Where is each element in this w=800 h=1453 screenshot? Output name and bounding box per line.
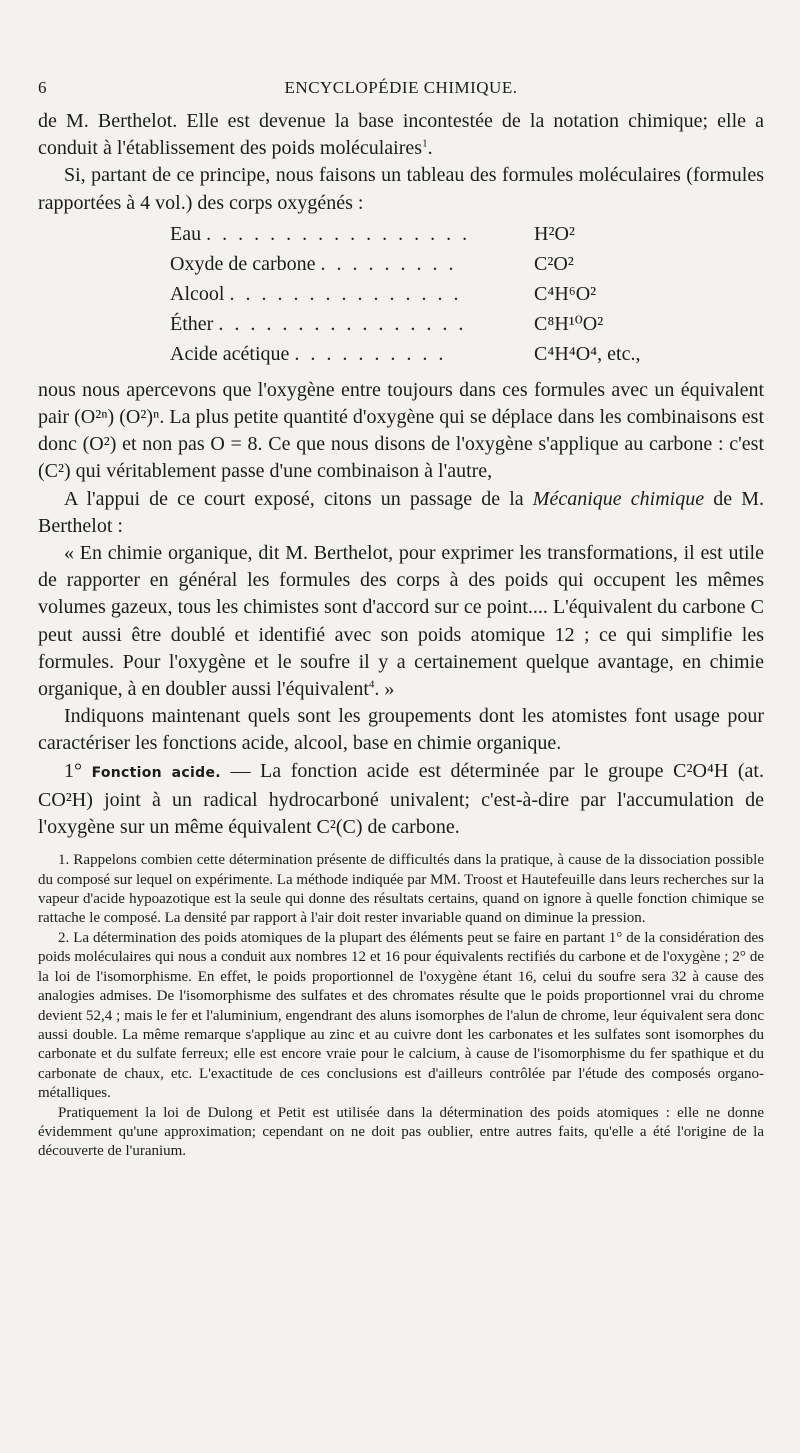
page-number: 6 bbox=[38, 78, 47, 97]
paragraph-6: Indiquons maintenant quels sont les groupements dont les atomistes font usage pour caractériser les fonctions acide, alcool, base en chimie organique. bbox=[38, 705, 764, 755]
leader-dots: . . . . . . . . . . . . . . . bbox=[229, 282, 462, 305]
leader-dots: . . . . . . . . . . . . . . . . . bbox=[206, 222, 471, 245]
leader-dots: . . . . . . . . . . bbox=[294, 342, 447, 365]
document-page bbox=[38, 78, 764, 1162]
formula-row bbox=[170, 281, 764, 311]
paragraph-1: de M. Berthelot. Elle est devenue la base incontestée de la notation chimique; elle a conduit à l'établissement des poids moléculaires$^1$. bbox=[38, 110, 764, 160]
formula-name: Eau bbox=[170, 222, 202, 245]
function-number: 1° bbox=[64, 759, 82, 782]
formula-name: Éther bbox=[170, 312, 214, 335]
formula-row bbox=[170, 251, 764, 281]
footnote-2-continued: Pratiquement la loi de Dulong et Petit est utilisée dans la détermination des poids atomiques : elle ne donne évidemment qu'une approximation; cependant on ne doit pas oublier, entre autres faits, qu'elle a été l'origine de la découverte de l'uranium. bbox=[38, 1104, 764, 1160]
function-heading: Fonction acide. bbox=[91, 764, 221, 781]
leader-dots: . . . . . . . . . bbox=[320, 252, 457, 275]
formula-row bbox=[170, 341, 764, 371]
formula-value: C²O² bbox=[534, 252, 574, 275]
footnote-1: 1. Rappelons combien cette détermination présente de difficultés dans la pratique, à cause de la dissociation possible du composé sur lequel on expérimente. La méthode indiquée par MM. Troost et Hautefeuille dans leurs recherches sur la vapeur d'acide hypoazotique est la seule qui donne des résultats certains, quand on ignore à quelle fonction chimique se rattache le composé. La densité par rapport à l'air doit rester invariable quand on diminue la pression. bbox=[38, 852, 764, 927]
page-header bbox=[38, 78, 764, 108]
formula-name: Oxyde de carbone bbox=[170, 252, 316, 275]
book-title: Mécanique chimique bbox=[532, 487, 705, 510]
footnote-ref-1: 1 bbox=[422, 137, 428, 150]
paragraph-2: Si, partant de ce principe, nous faisons un tableau des formules moléculaires (formules rapportées à 4 vol.) des corps oxygénés : bbox=[38, 164, 764, 214]
paragraph-4: A l'appui de ce court exposé, citons un passage de la Mécanique chimique de M. Berthelot : bbox=[38, 487, 764, 537]
formula-value: C⁸H¹⁰O² bbox=[534, 312, 604, 335]
acid-function-paragraph: 1° Fonction acide. — La fonction acide est déterminée par le groupe C²O⁴H (at. CO²H) joint à un radical hydrocarboné univalent; c'est-à-dire par l'accumulation de l'oxygène sur un même équivalent C²(C) de carbone. bbox=[38, 759, 764, 839]
main-text bbox=[38, 108, 764, 841]
formula-row bbox=[170, 311, 764, 341]
footnote-2: 2. La détermination des poids atomiques de la plupart des éléments peut se faire en partant 1° de la considération des poids moléculaires qui nous a conduit aux nombres 12 et 16 pour équivalents rectifiés du carbone et de l'oxygène ; 2° de la loi de l'isomorphisme. En effet, le poids proportionnel de l'oxygène étant 16, celui du soufre sera 32 à cause des analogies admises. De l'isomorphisme des sulfates et des chromates résulte que le poids proportionnel vrai du chrome devient 52,4 ; mais le fer et l'aluminium, engendrant des aluns isomorphes de l'alun de chrome, leur équivalent sera donc aussi double. La même remarque s'applique au zinc et au cuivre dont les carbonates et les sulfates sont isomorphes du carbonate et du sulfate ferreux; elle est encore vraie pour le calcium, à cause de l'isomorphisme du fer spathique et du carbonate de chaux, etc. L'exactitude de ces conclusions est d'ailleurs contrôlée par l'étude des composés organo-métalliques. bbox=[38, 929, 764, 1102]
formula-name: Alcool bbox=[170, 282, 225, 305]
paragraph-3: nous nous apercevons que l'oxygène entre toujours dans ces formules avec un équivalent pair (O²ⁿ) (O²)ⁿ. La plus petite quantité d'oxygène qui se déplace dans les combinaisons est donc (O²) et non pas O = 8. Ce que nous disons de l'oxygène s'applique au carbone : c'est (C²) qui véritablement passe d'une combinaison à l'autre, bbox=[38, 378, 764, 483]
formula-row bbox=[170, 221, 764, 251]
running-title: ENCYCLOPÉDIE CHIMIQUE. bbox=[284, 78, 518, 97]
formula-value: H²O² bbox=[534, 222, 575, 245]
footnote-ref-4: 4 bbox=[368, 678, 375, 691]
formula-value: C⁴H⁶O² bbox=[534, 282, 597, 305]
formula-name: Acide acétique bbox=[170, 342, 290, 365]
formula-table bbox=[170, 221, 764, 371]
formula-value: C⁴H⁴O⁴, etc., bbox=[534, 342, 641, 365]
footnotes bbox=[38, 851, 764, 1162]
leader-dots: . . . . . . . . . . . . . . . . bbox=[218, 312, 467, 335]
quotation: « En chimie organique, dit M. Berthelot, pour exprimer les transformations, il est utile de rapporter en général les formules des corps à des poids qui occupent les mêmes volumes gazeux, tous les chimistes sont d'accord sur ce point.... L'équivalent du carbone C peut aussi être doublé et identifié avec son poids atomique 12 ; ce qui simplifie les formules. Pour l'oxygène et le soufre il y a certainement quelque avantage, en chimie organique, à en doubler aussi l'équivalent$^4$. » bbox=[38, 542, 764, 701]
